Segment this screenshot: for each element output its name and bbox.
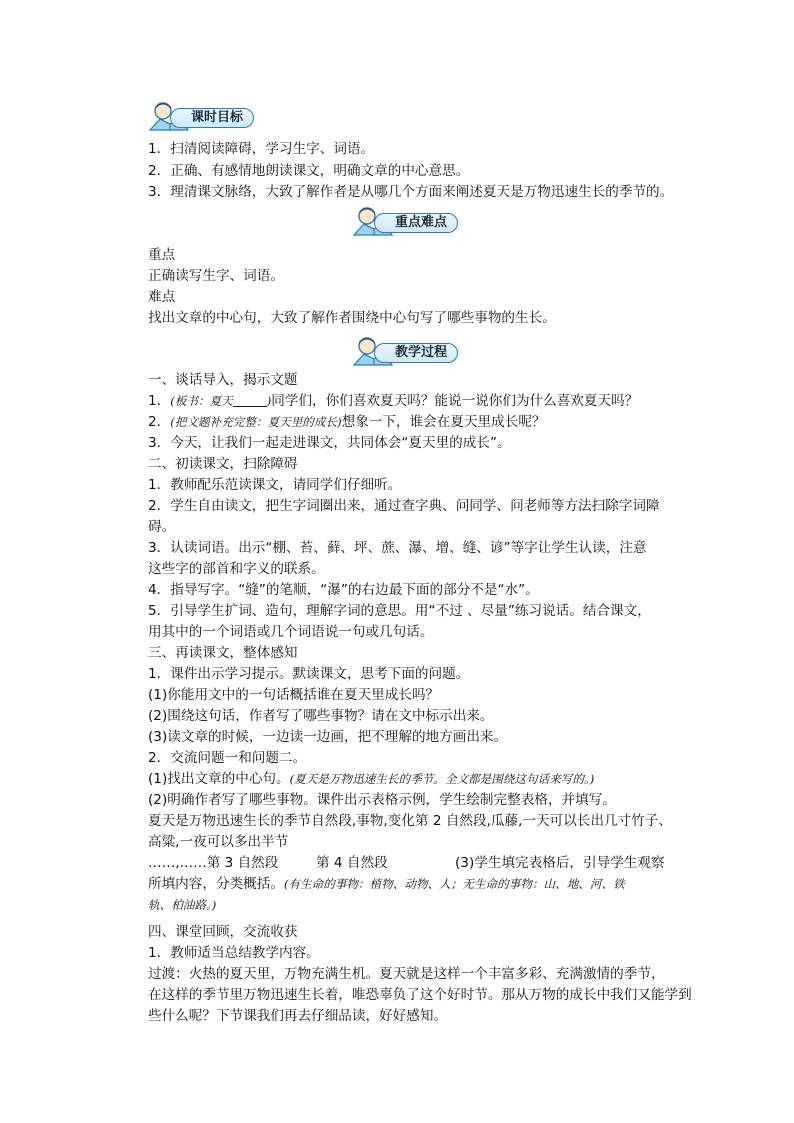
process-heading-2: 二、初读课文，扫除障碍 — [148, 456, 298, 472]
fill-blank — [233, 392, 267, 407]
section-title-keypoints: 重点难点 — [374, 213, 458, 233]
board-note-end: ) — [266, 394, 272, 408]
process-line — [148, 874, 625, 894]
section-badge-process — [352, 335, 472, 365]
table-text: 第 4 自然段 — [316, 855, 388, 871]
line-text: 所填内容，分类概括。 — [148, 876, 284, 892]
process-line: 碍。 — [148, 519, 176, 535]
objective-3: 3．理清课文脉络，大致了解作者是从哪几个方面来阐述夏天是万物迅速生长的季节的。 — [148, 184, 674, 200]
difficult-label: 难点 — [148, 289, 176, 305]
process-line — [148, 769, 594, 789]
answer-note: (有生命的事物：植物、动物、人；无生命的事物：山、地、河、铁 — [283, 877, 625, 891]
key-label: 重点 — [148, 247, 176, 263]
answer-note: (夏天是万物迅速生长的季节。全文都是围绕这句话来写的。) — [289, 772, 595, 786]
process-line: 3．认读词语。出示“棚、苔、藓、坪、蔗、瀑、增、缝、谚”等字让学生认读，注意 — [148, 540, 647, 556]
section-title-objectives: 课时目标 — [170, 108, 254, 128]
board-note: (板书：夏天 — [170, 394, 233, 408]
line-number: 2． — [148, 414, 171, 430]
process-heading-1: 一、谈话导入，揭示文题 — [148, 372, 298, 388]
process-line: 1．教师配乐范读课文，请同学们仔细听。 — [148, 477, 402, 493]
process-line: (2)明确作者写了哪些事物。课件出示表格示例，学生绘制完整表格，并填写。 — [148, 792, 616, 808]
process-line: (3)读文章的时候，一边读一边画，把不理解的地方画出来。 — [148, 729, 508, 745]
process-line: 5．引导学生扩词、造句，理解字词的意思。用“不过 、尽量”练习说话。结合课文， — [148, 603, 651, 619]
process-line: (1)你能用文中的一句话概括谁在夏天里成长吗？ — [148, 687, 440, 703]
process-line: 4．指导写字。“缝”的笔顺，“瀑”的右边最下面的部分不是“水”。 — [148, 582, 539, 598]
line-text: 想象一下，谁会在夏天里成长呢？ — [341, 414, 546, 430]
process-line: 过渡：火热的夏天里，万物充满生机。夏天就是这样一个丰富多彩、充满激情的季节， — [148, 966, 665, 982]
section-badge-objectives — [148, 100, 268, 130]
difficult-text: 找出文章的中心句，大致了解作者围绕中心句写了哪些事物的生长。 — [148, 310, 556, 326]
process-line — [148, 412, 546, 432]
process-line: 些什么呢？下节课我们再去仔细品读，好好感知。 — [148, 1008, 448, 1024]
section-title-process: 教学过程 — [374, 343, 458, 363]
title-note: (把文题补充完整：夏天里的成长) — [170, 415, 342, 429]
table-text: ……,……第 3 自然段 — [148, 855, 279, 871]
process-line: 在这样的季节里万物迅速生长着，唯恐辜负了这个好时节。那从万物的成长中我们又能学到 — [148, 987, 692, 1003]
line-text: (1)找出文章的中心句。 — [148, 771, 290, 787]
process-line: 2．交流问题一和问题二。 — [148, 750, 307, 766]
process-line: 用其中的一个词语或几个词语说一句或几句话。 — [148, 624, 434, 640]
process-line: 1．教师适当总结教学内容。 — [148, 945, 320, 961]
line-text: 同学们，你们喜欢夏天吗？能说一说你们为什么喜欢夏天吗？ — [271, 393, 639, 409]
process-line: (2)围绕这句话，作者写了哪些事物？请在文中标示出来。 — [148, 708, 494, 724]
process-heading-4: 四、课堂回顾，交流收获 — [148, 924, 298, 940]
objective-1: 1．扫清阅读障碍，学习生字、词语。 — [148, 141, 375, 157]
line-number: 1． — [148, 393, 171, 409]
process-line: 这些字的部首和字义的联系。 — [148, 561, 325, 577]
objective-2: 2．正确、有感情地朗读课文，明确文章的中心意思。 — [148, 163, 470, 179]
key-text: 正确读写生字、词语。 — [148, 268, 284, 284]
section-badge-keypoints — [352, 205, 472, 235]
process-line: 3．今天，让我们一起走进课文，共同体会“夏天里的成长”。 — [148, 435, 511, 451]
process-heading-3: 三、再读课文，整体感知 — [148, 645, 298, 661]
process-line: (3)学生填完表格后，引导学生观察 — [455, 855, 665, 871]
table-text: 夏天是万物迅速生长的季节自然段,事物,变化第 2 自然段,瓜藤,一天可以长出几寸竹子、 — [148, 813, 672, 829]
process-line — [148, 391, 638, 411]
process-line: 1．课件出示学习提示。默读课文，思考下面的问题。 — [148, 666, 470, 682]
table-text: 高粱,一夜可以多出半节 — [148, 834, 289, 850]
process-line: 2．学生自由读文，把生字词圈出来，通过查字典、问同学、问老师等方法扫除字词障 — [148, 498, 660, 514]
process-line — [148, 895, 216, 915]
answer-note: 轨、柏油路。) — [148, 898, 217, 912]
